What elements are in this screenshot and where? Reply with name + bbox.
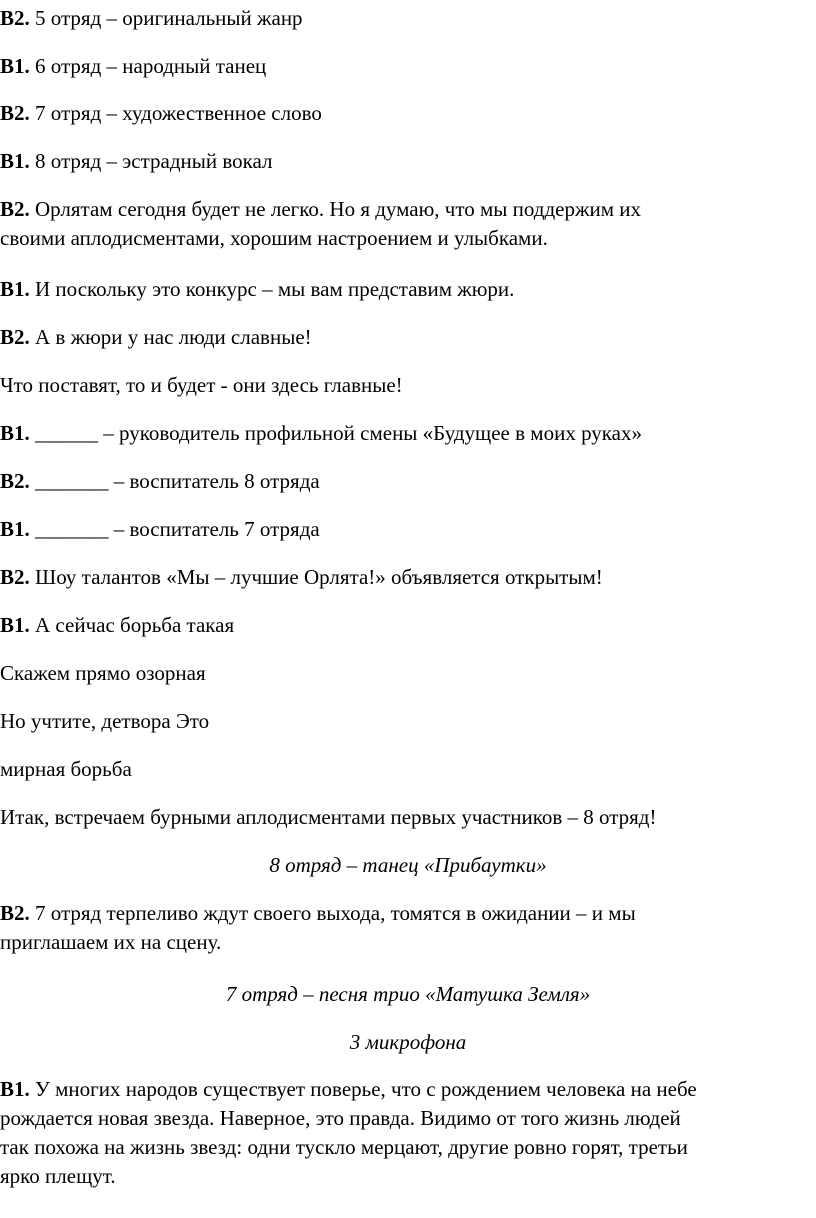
stage-direction xyxy=(0,980,816,1009)
paragraph xyxy=(0,323,812,352)
paragraph xyxy=(0,563,812,592)
speaker-label: В2. xyxy=(0,6,30,30)
paragraph-continuation xyxy=(0,1133,812,1162)
paragraph-continuation xyxy=(0,928,812,957)
paragraph-text: 6 отряд – народный танец xyxy=(29,54,267,78)
speaker-label: В1. xyxy=(0,1077,30,1101)
speaker-label: В1. xyxy=(0,421,30,445)
paragraph xyxy=(0,195,812,224)
speaker-label: В2. xyxy=(0,469,30,493)
speaker-label: В2. xyxy=(0,901,30,925)
paragraph-text: _______ – воспитатель 7 отряда xyxy=(29,517,320,541)
paragraph-continuation xyxy=(0,1162,812,1191)
paragraph-text: Шоу талантов «Мы – лучшие Орлята!» объявляется открытым! xyxy=(29,565,603,589)
paragraph-text: А сейчас борьба такая xyxy=(29,613,235,637)
paragraph-text: 8 отряд – эстрадный вокал xyxy=(29,149,273,173)
paragraph xyxy=(0,659,812,688)
paragraph-continuation xyxy=(0,1104,812,1133)
paragraph-text: ______ – руководитель профильной смены «Будущее в моих руках» xyxy=(29,421,642,445)
paragraph-text: 7 отряд – художественное слово xyxy=(29,101,322,125)
stage-direction-text: 7 отряд – песня трио «Матушка Земля» xyxy=(225,982,591,1006)
paragraph xyxy=(0,1075,812,1104)
speaker-label: В2. xyxy=(0,565,30,589)
paragraph-text: Но учтите, детвора Это xyxy=(0,709,210,733)
paragraph xyxy=(0,515,812,544)
paragraph-text: И поскольку это конкурс – мы вам представим жюри. xyxy=(29,277,515,301)
paragraph-text: Что поставят, то и будет - они здесь главные! xyxy=(0,373,403,397)
stage-direction-text: 3 микрофона xyxy=(349,1030,467,1054)
speaker-label: В1. xyxy=(0,613,30,637)
paragraph xyxy=(0,371,812,400)
speaker-label: В1. xyxy=(0,54,30,78)
paragraph-text: Скажем прямо озорная xyxy=(0,661,206,685)
paragraph-text: так похожа на жизнь звезд: одни тускло мерцают, другие ровно горят, третьи xyxy=(0,1135,688,1159)
paragraph xyxy=(0,275,812,304)
paragraph xyxy=(0,147,812,176)
stage-direction-text: 8 отряд – танец «Прибаутки» xyxy=(269,853,547,877)
paragraph xyxy=(0,52,812,81)
paragraph-text: _______ – воспитатель 8 отряда xyxy=(29,469,320,493)
paragraph xyxy=(0,611,812,640)
stage-direction xyxy=(0,1028,816,1057)
speaker-label: В1. xyxy=(0,277,30,301)
speaker-label: В1. xyxy=(0,517,30,541)
paragraph-text: Орлятам сегодня будет не легко. Но я думаю, что мы поддержим их xyxy=(29,197,642,221)
paragraph xyxy=(0,803,812,832)
paragraph-text: ярко плещут. xyxy=(0,1164,116,1188)
paragraph-text: А в жюри у нас люди славные! xyxy=(29,325,312,349)
paragraph-text: 7 отряд терпеливо ждут своего выхода, томятся в ожидании – и мы xyxy=(29,901,636,925)
paragraph-text: приглашаем их на сцену. xyxy=(0,930,222,954)
speaker-label: В2. xyxy=(0,197,30,221)
paragraph-text: рождается новая звезда. Наверное, это правда. Видимо от того жизнь людей xyxy=(0,1106,681,1130)
stage-direction xyxy=(0,851,816,880)
paragraph xyxy=(0,4,812,33)
speaker-label: В2. xyxy=(0,325,30,349)
paragraph xyxy=(0,899,812,928)
paragraph-text: Итак, встречаем бурными аплодисментами первых участников – 8 отряд! xyxy=(0,805,657,829)
paragraph-text: своими аплодисментами, хорошим настроением и улыбками. xyxy=(0,226,548,250)
paragraph xyxy=(0,707,812,736)
paragraph-continuation xyxy=(0,224,812,253)
paragraph xyxy=(0,99,812,128)
paragraph-text: 5 отряд – оригинальный жанр xyxy=(29,6,303,30)
speaker-label: В2. xyxy=(0,101,30,125)
paragraph-text: У многих народов существует поверье, что с рождением человека на небе xyxy=(29,1077,697,1101)
paragraph xyxy=(0,467,812,496)
paragraph xyxy=(0,755,812,784)
paragraph-text: мирная борьба xyxy=(0,757,132,781)
paragraph xyxy=(0,419,812,448)
speaker-label: В1. xyxy=(0,149,30,173)
